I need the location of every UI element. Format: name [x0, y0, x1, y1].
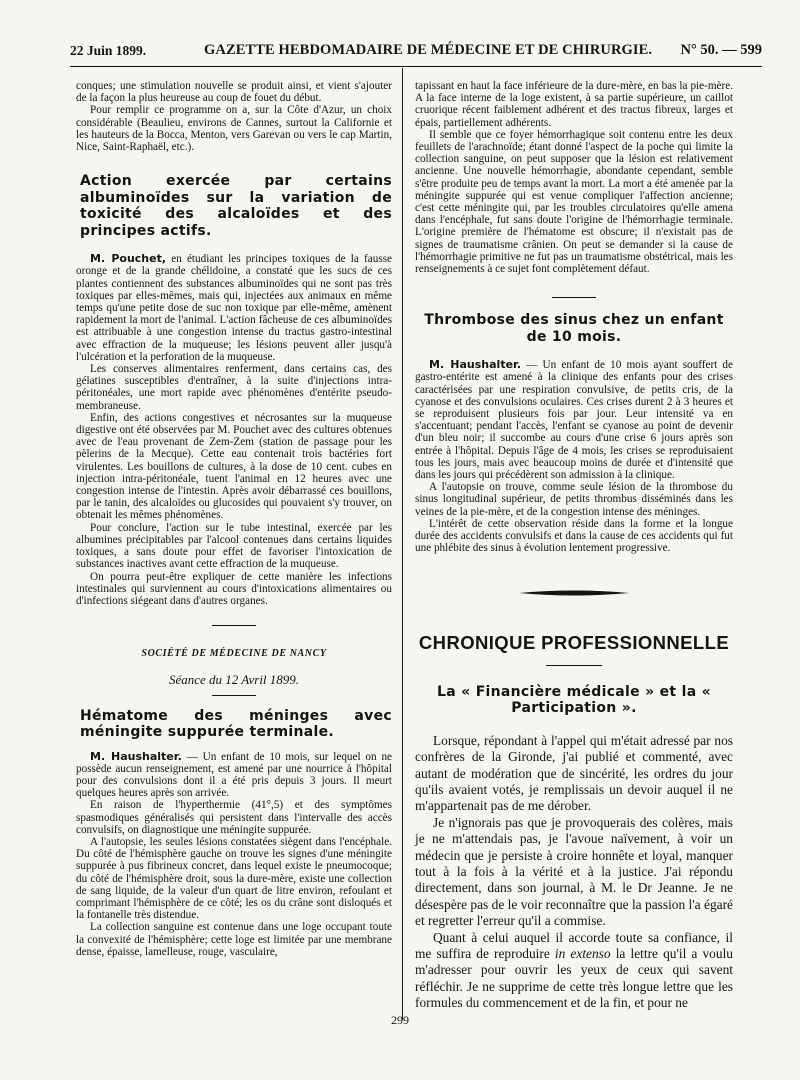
separator-rule — [552, 297, 596, 298]
header-rule — [70, 66, 762, 67]
running-header — [70, 40, 762, 66]
author-name: M. Pouchet, — [90, 252, 167, 266]
paragraph: Je n'ignorais pas que je provoquerais des colères, mais je ne m'attendais pas, je l'avoue naïvement, à voir un médecin que je persiste à croire honnête et loyal, manquer tout à la fois à la vérité et à la justice. J'ai répondu directement, dans son journal, à M. le Dr Jeanne. Je ne désespère pas de le voir reconnaître que la passion l'a égaré et regretter l'erreur qu'il a commise. — [415, 814, 733, 929]
paragraph: tapissant en haut la face inférieure de la dure-mère, en bas la pie-mère. A la face interne de la loge existent, à sa partie supérieure, un caillot cruorique récent faiblement adhérent et des tractus fibreux, larges et épais, partiellement adhérents. — [415, 80, 733, 129]
paragraph: conques; une stimulation nouvelle se produit ainsi, et vient s'ajouter de la façon la plus heureuse au coup de fouet du début. — [76, 80, 392, 105]
paragraph: Pour remplir ce programme on a, sur la Côte d'Azur, un choix considérable (Beaulieu, environs de Cannes, surtout la Californie et les hauteurs de la Bocca, Menton, vers Garevan ou vers le cap Martin, Nice, Saint-Raphaël, etc.). — [76, 104, 392, 154]
section-title-thrombose: Thrombose des sinus chez un enfant de 10 mois. — [424, 312, 724, 345]
paragraph: Quant à celui auquel il accorde toute sa confiance, il me suffira de reproduire in extenso la lettre qu'il a voulu m'adresser pour ouvrir les yeux de ceux qui savent réfléchir. Je ne supprime de cette très longue lettre que les formules du commencement et de la fin, et pour ne — [415, 929, 733, 1011]
page-number: 299 — [391, 1013, 409, 1027]
author-name: M. Haushalter. — [90, 749, 182, 763]
paragraph: M. Haushalter. — Un enfant de 10 mois ayant souffert de gastro-entérite est amené à la clinique des enfants pour des crises caractérisées par une respiration convulsive, de petits cris, de la cyanose et des convulsions oculaires. Ces crises durent 2 à 3 heures et se reproduisent plusieurs fois par jour. Leur intensité va en s'accentuant; pendant l'accès, l'enfant se cyanose au point de devenir d'un bleu noir; il succombe au cours d'une crise 6 jours après son entrée à l'hôpital. Depuis l'âge de 4 mois, les crises se reproduisaient tous les jours, mais avec beaucoup moins de durée et d'intensité que dans les jours qui précédèrent son admission à la clinique. — [415, 358, 733, 482]
paragraph: L'intérêt de cette observation réside dans la forme et la longue durée des accidents convulsifs et dans la cause de ces accidents qui fut une phlébite des sinus à évolution lentement progressive. — [415, 517, 733, 555]
paragraph: On pourra peut-être expliquer de cette manière les infections intestinales qui surviennent au cours d'intoxications alimentaires ou d'infections siégeant dans d'autres organes. — [76, 570, 392, 607]
author-name: M. Haushalter. — [429, 358, 522, 372]
separator-rule — [212, 625, 256, 626]
paragraph: A l'autopsie, les seules lésions constatées siègent dans l'encéphale. Du côté de l'hémisphère gauche on trouve les signes d'une méningite suppurée à pus fibrineux concret, dans lequel existe le pneumocoque; du côté de l'hémisphère droit, sous la dure-mère, existe une collection de sang liquide, de la valeur d'un quart de litre environ, refoulant et comprimant l'hémisphère de ce côté; les os du crâne sont disloqués et la fontanelle très distendue. — [76, 835, 392, 922]
chronique-heading: CHRONIQUE PROFESSIONNELLE — [418, 631, 730, 653]
right-column — [415, 80, 733, 1012]
session-date: Séance du 12 Avril 1899. — [168, 672, 300, 688]
paragraph: Enfin, des actions congestives et nécrosantes sur la muqueuse digestive ont été observées par M. Pouchet avec des cultures obtenues avec de l'eau provenant de Zem-Zem (station de passage pour les pèlerins de la Mecque). Cette eau contenait trois bactéries fort virulentes. Les bouillons de cultures, à la dose de 10 cent. cubes en injection intra-péritonéale, tuent l'animal en 12 heures avec une congestion intense de l'intestin. Après avoir débarrassé ces bouillons, par le tanin, des alcaloïdes ou glucosides qui pouvaient s'y trouver, on obtenait les mêmes phénomènes. — [76, 411, 392, 522]
section-title-financiere: La « Financière médicale » et la « Participation ». — [437, 683, 711, 717]
separator-rule — [546, 665, 602, 666]
paragraph: A l'autopsie on trouve, comme seule lésion de la thrombose du sinus longitudinal supérieur, de petits thrombus disséminés dans les veines de la pie-mère, et de la congestion intense des méninges. — [415, 481, 733, 518]
society-heading: SOCIÉTÉ DE MÉDECINE DE NANCY — [141, 648, 327, 660]
journal-title: GAZETTE HEBDOMADAIRE DE MÉDECINE ET DE CHIRURGIE. — [204, 42, 653, 58]
paragraph: Il semble que ce foyer hémorrhagique soit contenu entre les deux feuillets de l'arachnoïde; étant donné l'aspect de la poche qui limite la collection sanguine, on peut supposer que la lésion est relativement ancienne. Une nouvelle hémorrhagie, abondante cependant, semble s'être produite peu de temps avant la mort. La mort a été amenée par la méningite suppurée qui est venue compliquer l'affection ancienne; c'est cette méningite qui, par les troubles circulatoires qu'elle amena dans l'encéphale, fut sans doute l'origine de l'hémorrhagie terminale. L'origine première de l'hématome est obscure; il n'existait pas de signes de traumatisme crânien. On peut se demander si la cause de l'hémorrhagie primitive ne fut pas un traumatisme obstétrical, mais les renseignements à ce sujet font complètement défaut. — [415, 128, 733, 276]
section-title-hematome: Hématome des méninges avec méningite suppurée terminale. — [80, 707, 392, 741]
section-title-albuminoides: Action exercée par certains albuminoïdes sur la variation de toxicité des alcaloïdes et des principes actifs. — [80, 173, 392, 239]
separator-rule — [212, 695, 256, 696]
issue-number: N° 50. — 599 — [680, 42, 762, 58]
paragraph: La collection sanguine est contenue dans une loge occupant toute la convexité de l'hémisphère; cette loge est limitée par une membrane dense, épaisse, lamelleuse, rouge, vasculaire, — [76, 921, 392, 958]
ornament-divider — [519, 589, 629, 597]
paragraph: Lorsque, répondant à l'appel qui m'était adressé par nos confrères de la Gironde, j'ai publié et commenté, avec autant de modération que de sincérité, les ordres du jour qu'ils avaient votés, je remplissais un devoir auquel il ne m'appartenait pas de me dérober. — [415, 732, 733, 814]
left-column — [76, 80, 392, 958]
paragraph: M. Haushalter. — Un enfant de 10 mois, sur lequel on ne possède aucun renseignement, est amené par une nourrice à l'hôpital pour des convulsions dont il a été pris depuis 3 jours. Il meurt quelques heures après son arrivée. — [76, 749, 392, 800]
paragraph: En raison de l'hyperthermie (41°,5) et des symptômes spasmodiques généralisés qui persistent dans l'intervalle des accès convulsifs, on diagnostique une méningite suppurée. — [76, 799, 392, 836]
paragraph: Les conserves alimentaires renferment, dans certains cas, des gélatines susceptibles d'entraîner, à la suite d'injections intra-péritonéales, une mort rapide avec phénomènes d'entérite pseudo-membraneuse. — [76, 363, 392, 412]
paragraph: Pour conclure, l'action sur le tube intestinal, exercée par les albumines précipitables par l'alcool contenues dans certains liquides toxiques, a sans doute pour effet de favoriser l'intoxication de substances inactives avant cette effraction de la muqueuse. — [76, 521, 392, 571]
issue-date: 22 Juin 1899. — [70, 43, 147, 58]
paragraph: M. Pouchet, en étudiant les principes toxiques de la fausse oronge et de la grande chélidoine, a constaté que les sucs de ces plantes contiennent des substances albuminoïdes qui ne sont pas très toxiques par elles-mêmes, mais qui, injectées aux animaux en même temps qu'une petite dose de suc non toxique par elle-même, amènent rapidement la mort de l'animal. L'action fâcheuse de ces albuminoïdes est attribuable à une congestion intense du tractus gastro-intestinal avec effraction de la muqueuse; les lésions peuvent aller jusqu'à l'ulcération et la perforation de la muqueuse. — [76, 252, 393, 363]
article-body — [415, 733, 733, 1012]
column-divider — [402, 68, 403, 1020]
